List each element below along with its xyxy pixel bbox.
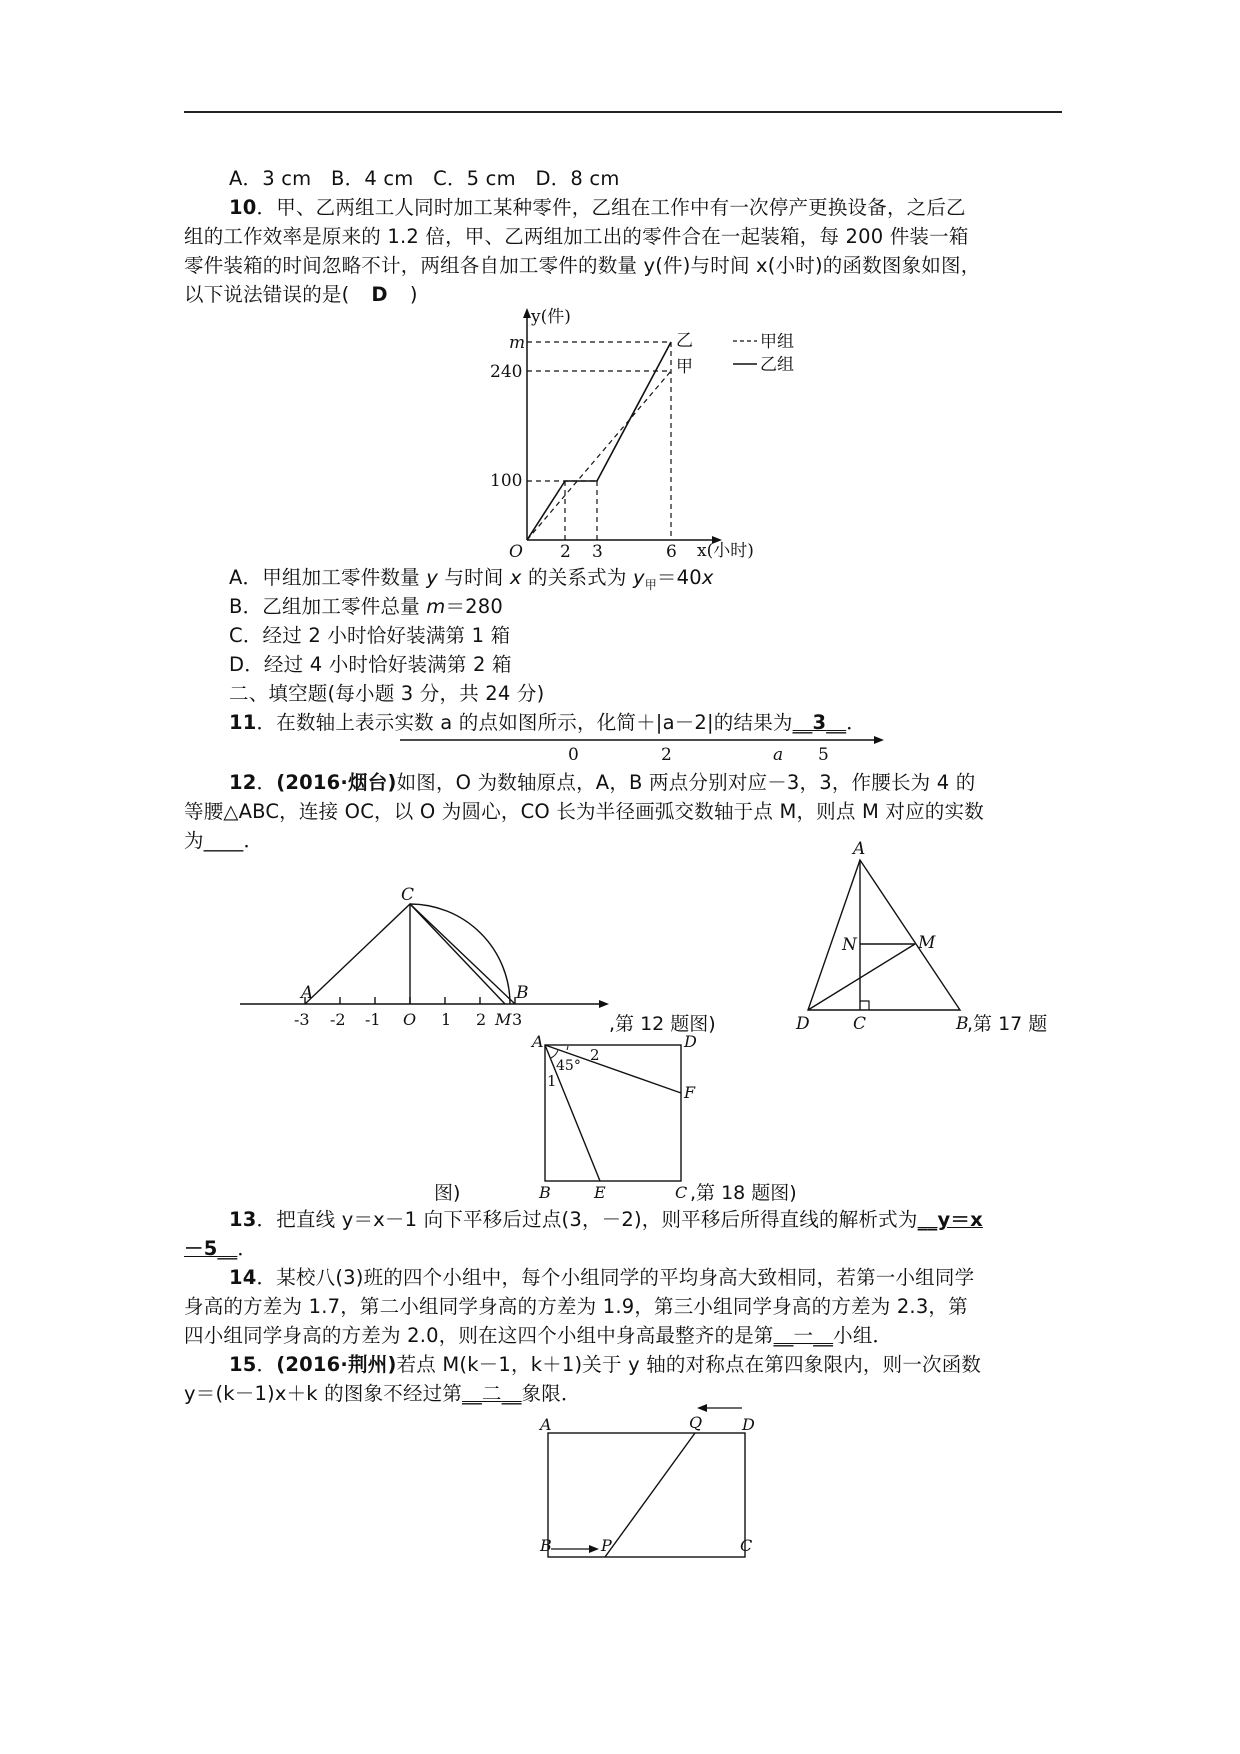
fig18-angle-2: 2 (590, 1046, 600, 1064)
fig12-point-a: A (301, 983, 314, 1003)
q9-options: A．3 cm B．4 cm C．5 cm D．8 cm (229, 167, 620, 190)
rect-point-d: D (742, 1415, 755, 1434)
legend-jia: 甲组 (760, 332, 794, 352)
q15-line2: y＝(k－1)x＋k 的图象不经过第__二__象限． (184, 1382, 581, 1405)
fig18-point-f: F (684, 1083, 696, 1102)
rect-point-b: B (540, 1536, 552, 1555)
fig12-tick--3: -3 (294, 1010, 310, 1029)
rect-point-q: Q (689, 1413, 703, 1432)
fig12-tick-1: 1 (441, 1010, 452, 1029)
q10-option-b: B．乙组加工零件总量 m＝280 (229, 595, 504, 618)
q11-answer: 3 (812, 711, 827, 734)
q12-line1: 12．(2016·烟台)如图，O 为数轴原点，A，B 两点分别对应－3，3，作腰长为 4 的 (229, 771, 976, 794)
q13-line1: 13．把直线 y＝x－1 向下平移后过点(3，－2)，则平移后所得直线的解析式为__y＝x (229, 1208, 983, 1231)
rect-point-p: P (601, 1536, 612, 1555)
q11-text: 11．在数轴上表示实数 a 的点如图所示，化简＋|a－2|的结果为__3__． (229, 711, 866, 734)
series-label-yi: 乙 (676, 331, 693, 351)
y-tick-m: m (509, 333, 526, 353)
origin-label: O (509, 542, 523, 562)
fig12-tick--2: -2 (330, 1010, 346, 1029)
fig18-point-a: A (532, 1032, 544, 1051)
numline-2: 2 (661, 745, 672, 765)
q10-option-c: C．经过 2 小时恰好装满第 1 箱 (229, 624, 511, 647)
fig18-angle-1: 1 (547, 1072, 557, 1090)
fig12-point-c: C (401, 885, 415, 905)
fig12-tick-o: O (403, 1010, 417, 1029)
q14-line1: 14．某校八(3)班的四个小组中，每个小组同学的平均身高大致相同，若第一小组同学 (229, 1266, 975, 1289)
fig17-point-m: M (918, 933, 936, 953)
x-axis-label: x(小时) (697, 541, 754, 561)
x-tick-2: 2 (560, 542, 571, 562)
q15-line1: 15．(2016·荆州)若点 M(k－1，k＋1)关于 y 轴的对称点在第四象限内，则一次函数 (229, 1353, 982, 1376)
fig17-caption-end: 图) (434, 1182, 461, 1204)
q10-line1: 10．甲、乙两组工人同时加工某种零件，乙组在工作中有一次停产更换设备，之后乙 (229, 196, 966, 219)
q10-answer: D (371, 283, 388, 306)
fig12-point-b: B (516, 983, 529, 1003)
fig17-point-b: B (956, 1014, 969, 1034)
fig17-point-a: A (853, 839, 866, 859)
q10-line4: 以下说法错误的是( D ) (184, 283, 418, 306)
q15-answer: 二 (482, 1382, 502, 1405)
fig17-caption: ,第 17 题 (967, 1013, 1048, 1035)
fig18-point-c: C (675, 1183, 688, 1202)
numline-0: 0 (568, 745, 579, 765)
fig18-point-b: B (539, 1183, 551, 1202)
numline-5: 5 (818, 745, 829, 765)
fig18-caption: ,第 18 题图) (690, 1182, 797, 1204)
fig12-caption: ,第 12 题图) (609, 1013, 716, 1035)
fig12-tick--1: -1 (365, 1010, 381, 1029)
fig12-tick-3: 3 (512, 1010, 523, 1029)
y-tick-100: 100 (490, 471, 523, 491)
fig18-point-d: D (684, 1032, 697, 1051)
series-label-jia: 甲 (676, 357, 693, 377)
x-tick-3: 3 (592, 542, 603, 562)
fig17-point-c: C (853, 1014, 867, 1034)
q12-line3: 为____． (184, 829, 264, 852)
q10-line2: 组的工作效率是原来的 1.2 倍，甲、乙两组加工出的零件合在一起装箱，每 200 件装一箱 (184, 225, 969, 248)
q13-answer-part1: __y＝x (917, 1208, 983, 1231)
q14-answer: 一 (793, 1324, 814, 1347)
rect-point-c: C (740, 1536, 753, 1555)
fig18-angle-45: 45° (556, 1058, 581, 1074)
section-fill-in-heading: 二、填空题(每小题 3 分，共 24 分) (229, 682, 545, 705)
q10-line3: 零件装箱的时间忽略不计，两组各自加工零件的数量 y(件)与时间 x(小时)的函数图象如图， (184, 254, 981, 277)
fig17-point-d: D (796, 1014, 810, 1034)
x-tick-6: 6 (666, 542, 677, 562)
y-tick-240: 240 (490, 362, 523, 382)
fig17-point-n: N (842, 935, 857, 955)
rect-point-a: A (540, 1415, 552, 1434)
fig12-tick-m: M (495, 1010, 512, 1029)
q14-line2: 身高的方差为 1.7，第二小组同学身高的方差为 1.9，第三小组同学身高的方差为 2.3，第 (184, 1295, 968, 1318)
q13-line2: －5__． (184, 1237, 258, 1260)
legend-yi: 乙组 (760, 355, 794, 375)
y-axis-label: y(件) (531, 307, 571, 327)
q13-answer-part2: －5 (184, 1237, 218, 1260)
q10-option-a: A．甲组加工零件数量 y 与时间 x 的关系式为 $y_甲=40x$ (229, 566, 714, 592)
fig18-point-e: E (594, 1183, 606, 1202)
q12-line2: 等腰△ABC，连接 OC，以 O 为圆心，CO 长为半径画弧交数轴于点 M，则点 M 对应的实数 (184, 800, 984, 823)
q14-line3: 四小组同学身高的方差为 2.0，则在这四个小组中身高最整齐的是第__一__小组． (184, 1324, 893, 1347)
fig12-tick-2: 2 (476, 1010, 487, 1029)
q10-option-d: D．经过 4 小时恰好装满第 2 箱 (229, 653, 512, 676)
numline-a: a (773, 745, 784, 765)
